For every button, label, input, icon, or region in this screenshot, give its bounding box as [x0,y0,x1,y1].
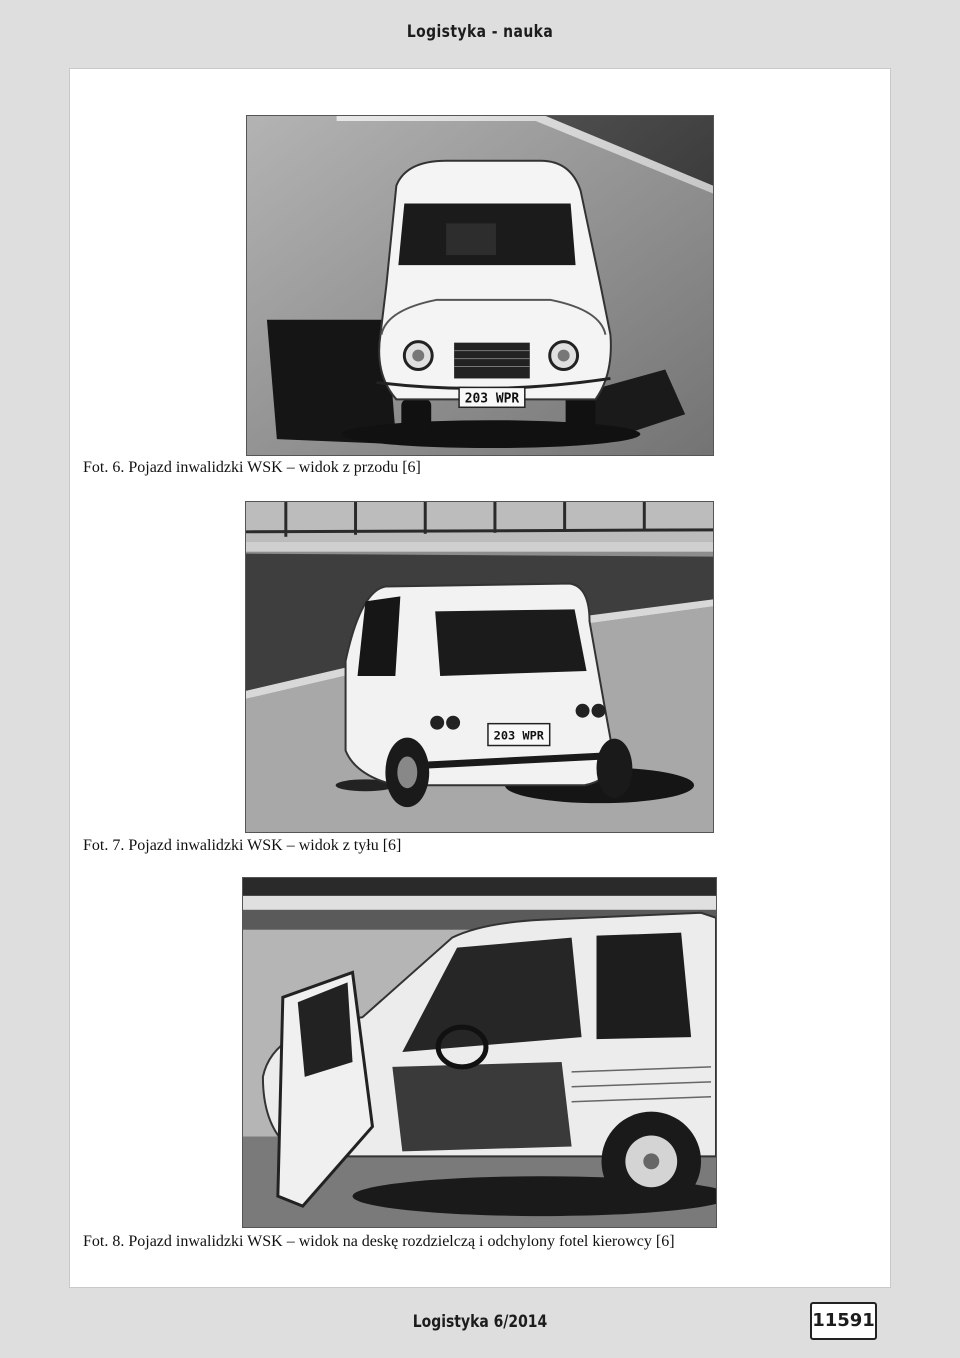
front-plate-text: 203 WPR [464,391,520,407]
figure-caption-7: Fot. 7. Pojazd inwalidzki WSK – widok z tyłu [6] [83,837,402,854]
footer-journal-issue: Logistyka 6/2014 [412,1312,548,1332]
rear-plate-text: 203 WPR [493,728,544,743]
page-header-title: Logistyka - nauka [406,22,554,42]
photo-side-open-door [242,877,717,1228]
page-number-box: 11591 [810,1302,877,1340]
photo-rear-view [245,501,714,833]
figure-caption-8: Fot. 8. Pojazd inwalidzki WSK – widok na deskę rozdzielczą i odchylony fotel kierowcy [6] [83,1233,675,1250]
photo-front-view [246,115,714,456]
figure-caption-6: Fot. 6. Pojazd inwalidzki WSK – widok z przodu [6] [83,459,421,476]
